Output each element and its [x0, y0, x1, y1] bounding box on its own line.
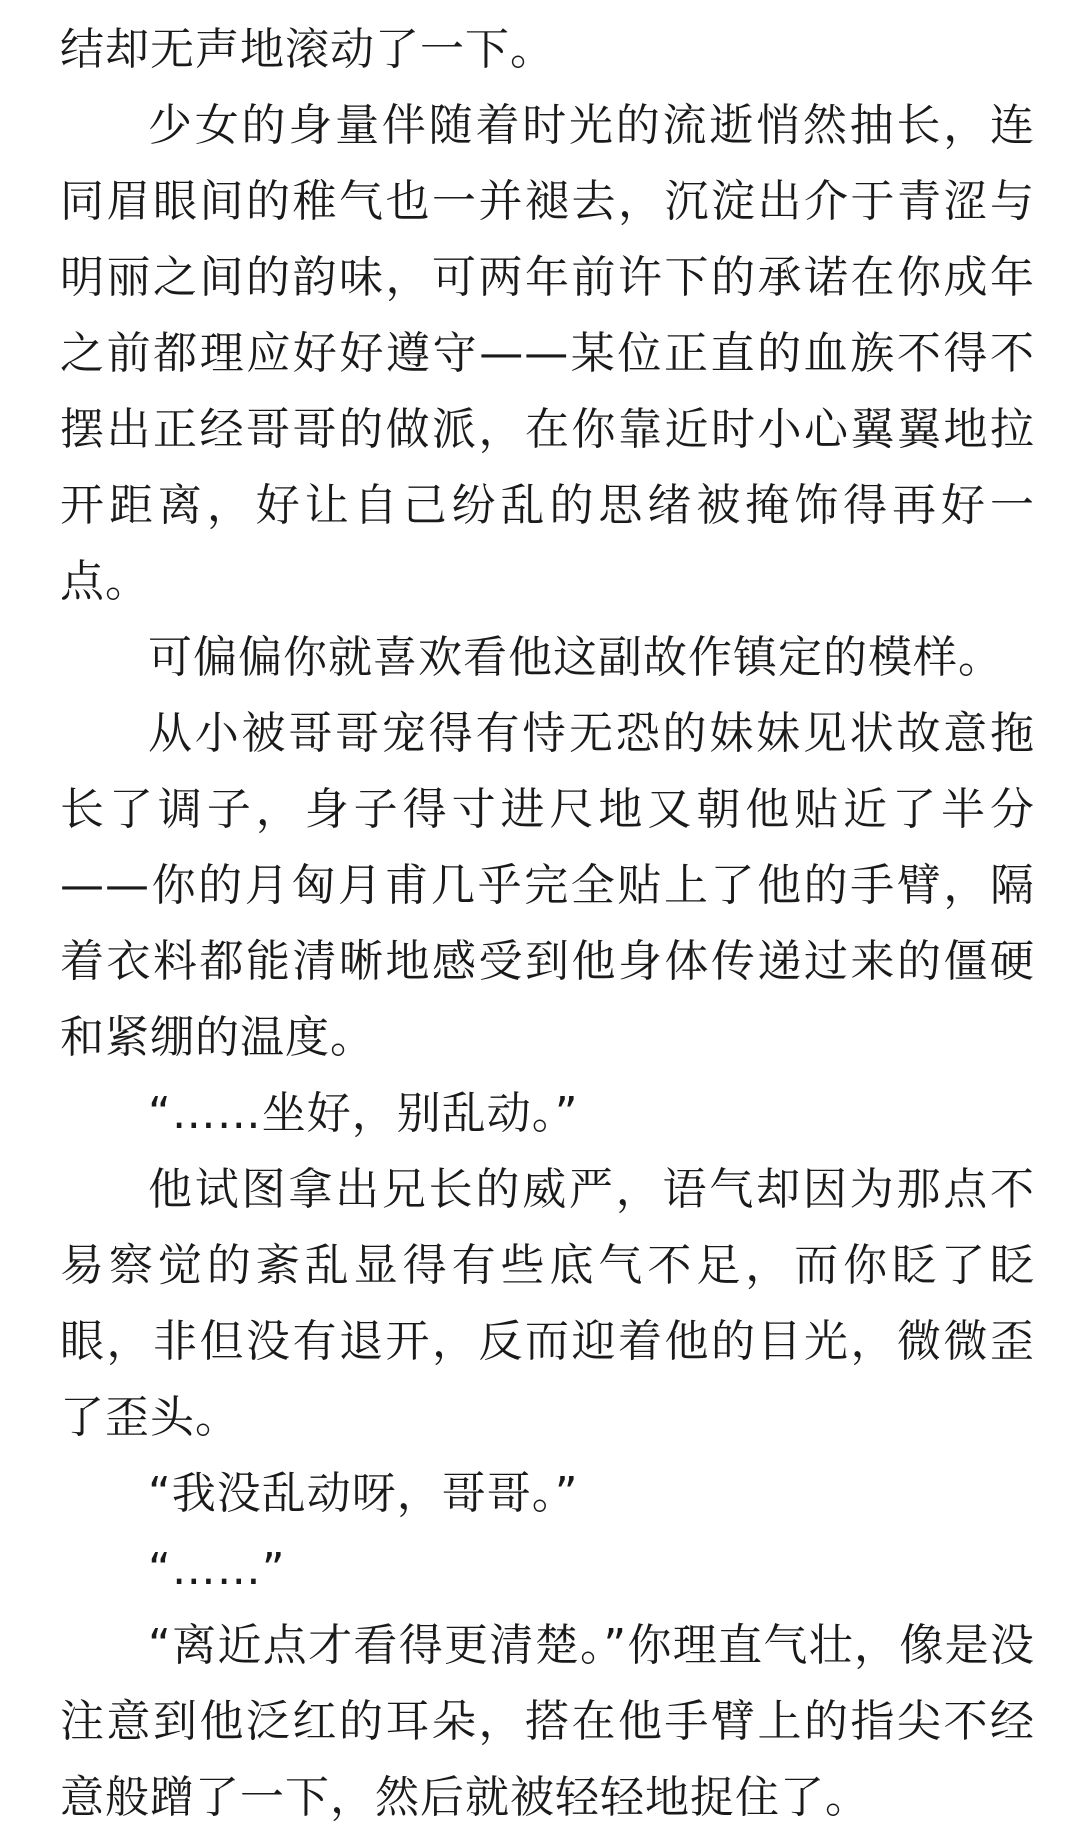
- paragraph-4: 从小被哥哥宠得有恃无恐的妹妹见状故意拖长了调子，身子得寸进尺地又朝他贴近了半分——你的月匈月甫几乎完全贴上了他的手臂，隔着衣料都能清晰地感受到他身体传递过来的僵硬和紧绷的温度。: [60, 708, 1035, 1063]
- paragraph-5: 他试图拿出兄长的威严，语气却因为那点不易察觉的紊乱显得有些底气不足，而你眨了眨眼，非但没有退开，反而迎着他的目光，微微歪了歪头。: [60, 1164, 1035, 1443]
- paragraph-6: “离近点才看得更清楚。”你理直气壮，像是没注意到他泛红的耳朵，搭在他手臂上的指尖不经意般蹭了一下，然后就被轻轻地捉住了。: [60, 1620, 1035, 1823]
- paragraph-2: 少女的身量伴随着时光的流逝悄然抽长，连同眉眼间的稚气也一并褪去，沉淀出介于青涩与明丽之间的韵味，可两年前许下的承诺在你成年之前都理应好好遵守——某位正直的血族不得不摆出正经哥哥的做派，在你靠近时小心翼翼地拉开距离，好让自己纷乱的思绪被掩饰得再好一点。: [60, 100, 1035, 607]
- reading-page: [60, 12, 1035, 1836]
- dialogue-1: “……坐好，别乱动。”: [148, 1088, 579, 1139]
- paragraph-3: 可偏偏你就喜欢看他这副故作镇定的模样。: [148, 632, 1003, 683]
- dialogue-2: “我没乱动呀，哥哥。”: [148, 1468, 579, 1519]
- paragraph-1: 结却无声地滚动了一下。: [60, 24, 555, 75]
- dialogue-3: “……”: [148, 1544, 286, 1595]
